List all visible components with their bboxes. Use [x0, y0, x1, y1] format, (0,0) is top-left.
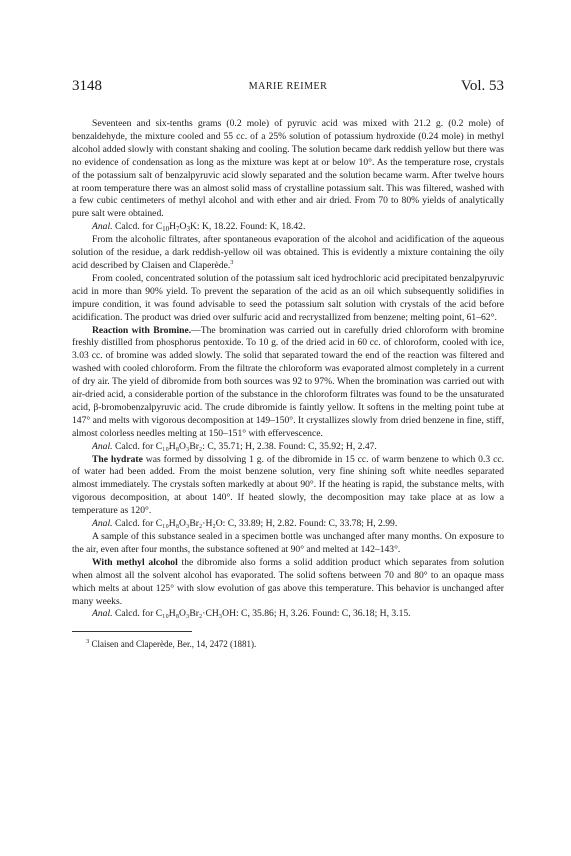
footnote-claisen: $^3$ Claisen and Claperède, Ber., 14, 2472 (1881). — [86, 638, 257, 650]
article-body — [72, 118, 504, 621]
section-heading-methyl-alcohol: With methyl alcohol — [92, 556, 178, 568]
running-header — [72, 78, 504, 100]
section-heading-bromine: Reaction with Bromine. — [92, 324, 192, 336]
journal-page — [72, 78, 504, 650]
section-heading-hydrate: The hydrate — [92, 453, 143, 465]
analysis-hydrate: Anal. Calcd. for C₁₀H₈O₃Br₂·H₂O: C, 33.89; H, 2.82. Found: C, 33.78; H, 2.99. — [92, 518, 398, 530]
paragraph-alcoholic-filtrates: From the alcoholic filtrates, after spontaneous evaporation of the alcohol and acidification of the aqueous solution of the residue, a dark reddish-yellow oil was obtained. This is evidently a mixture containing the oily acid described by Claisen and Claperède.$^3$ — [72, 234, 504, 271]
paragraph-pyruvic-mix: Seventeen and six-tenths grams (0.2 mole) of pyruvic acid was mixed with 21.2 g. (0.2 mole) of benzaldehyde, the mixture cooled and 55 cc. of a 25% solution of potassium hydroxide (0.24 mole) in methyl alcohol added slowly with constant shaking and cooling. The solution became dark reddish yellow but there was no evidence of condensation as long as the mixture was kept at or below 10°. As the temperature rose, crystals of the potassium salt of benzalpyruvic acid slowly separated and the solution became warm. After twelve hours at room temperature there was an almost solid mass of crystalline potassium salt. This was filtered, washed with a few cubic centimeters of methyl alcohol and with ether and air dried. From 70 to 80% yields of analytically pure salt were obtained. — [72, 118, 504, 220]
paragraph-acid-precipitation: From cooled, concentrated solution of the potassium salt iced hydrochloric acid precipitated benzalpyruvic acid in more than 90% yield. To prevent the separation of the acid as an oil which subsequently solidifies in impure condition, it was found advisable to seed the potassium salt solution with crystals of the acid before acidification. The product was dried over sulfuric acid and recrystallized from benzene; melting point, 61–62°. — [72, 272, 504, 323]
paragraph-bromination: Reaction with Bromine.—The bromination was carried out in carefully dried chloroform with bromine freshly distilled from phosphorus pentoxide. To 10 g. of the dried acid in 60 cc. of chloroform, cooled with ice, 3.03 cc. of bromine was added slowly. The solid that separated toward the end of the reaction was filtered and washed with cooled chloroform. From the filtrate the chloroform was evaporated almost completely in a current of dry air. The yield of dibromide from both sources was 92 to 97%. When the bromination was carried out with air-dried acid, a considerable portion of the substance in the chloroform filtrates was found to be the unsaturated acid, β-bromobenzalpyruvic acid. The crude dibromide is faintly yellow. It softens in the melting point tube at 147° and melts with vigorous decomposition at 149–150°. It crystallizes slowly from dried benzene in fine, stiff, almost colorless needles melting at 150–151° with effervescence. — [72, 324, 504, 439]
paragraph-hydrate: The hydrate was formed by dissolving 1 g. of the dibromide in 15 cc. of warm benzene to which 0.3 cc. of water had been added. From the moist benzene solution, very fine shining soft white needles separated almost immediately. The crystals soften markedly at about 90°. If the heating is rapid, the substance melts, with vigorous decomposition, at about 140°. If heated slowly, the decomposition may take place at as low a temperature as 120°. — [72, 453, 505, 517]
paragraph-methyl-alcohol: With methyl alcohol the dibromide also forms a solid addition product which separates from solution when almost all the solvent alcohol has evaporated. The solid softens between 70 and 80° to an opaque mass which melts at about 125° with slow evolution of gas above this temperature. This behavior is unchanged after many weeks. — [72, 556, 504, 607]
footnote-ref: 3 — [230, 258, 234, 266]
page-number: 3148 — [72, 78, 102, 94]
analysis-dibromide: Anal. Calcd. for C₁₀H₈O₃Br₂: C, 35.71; H, 2.38. Found: C, 35.92; H, 2.47. — [92, 440, 377, 452]
volume-label: Vol. 53 — [460, 78, 504, 94]
analysis-potassium-salt: Anal. Calcd. for $C_{10}H_7O_3K$: K, 18.22. Found: K, 18.42. — [92, 221, 306, 234]
footnote-divider — [72, 631, 192, 632]
paragraph-sample-stability: A sample of this substance sealed in a specimen bottle was unchanged after many months. On exposure to the air, even after four months, the substance softened at 90° and melted at 142–143°. — [72, 531, 504, 555]
running-author: MARIE REIMER — [248, 81, 328, 92]
anal-label: Anal. — [92, 221, 113, 233]
analysis-methyl-adduct: Anal. Calcd. for C₁₀H₈O₃Br₂·CH₃OH: C, 35.86; H, 3.26. Found: C, 36.18; H, 3.15. — [92, 608, 411, 620]
